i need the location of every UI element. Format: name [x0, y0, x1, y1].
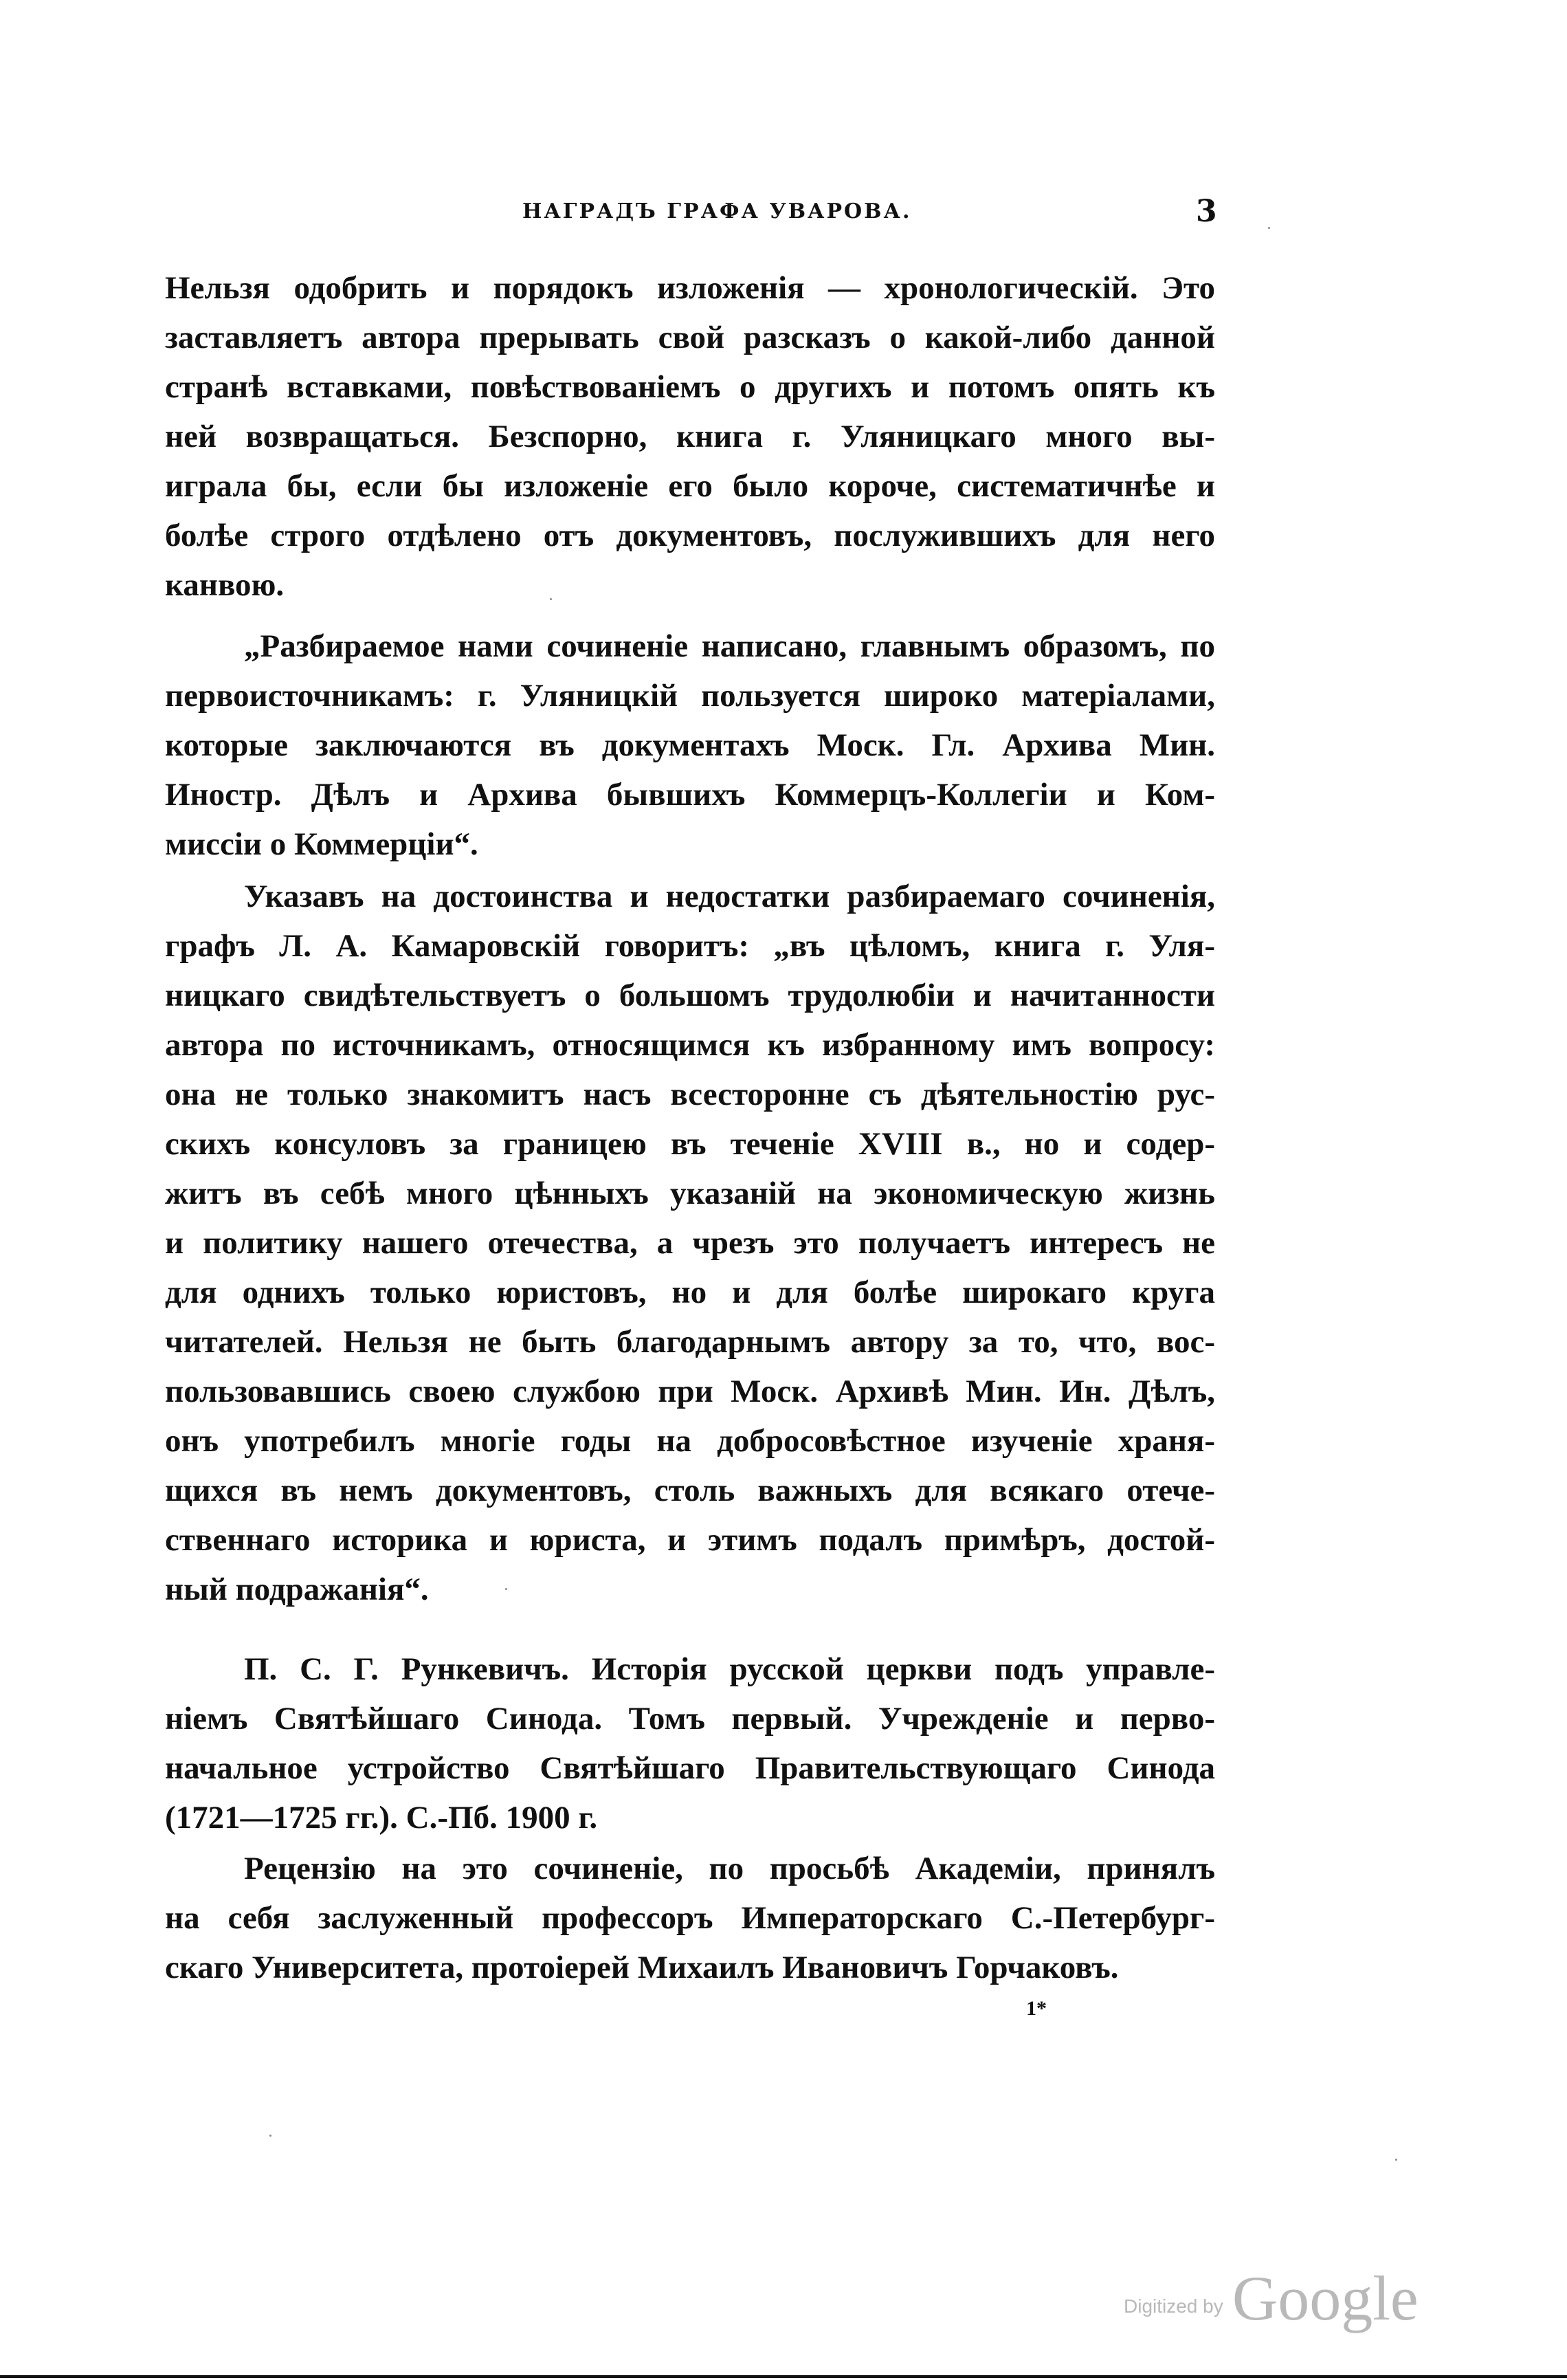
paragraph-2 [165, 621, 1215, 869]
scan-speck [550, 598, 552, 600]
text-line: скаго Университета, протоіерей Михаилъ Ивановичъ Горчаковъ. [165, 1950, 1119, 1985]
paragraph-4-bibliographic-entry [165, 1644, 1215, 1842]
text-line: миссіи о Коммерціи“. [165, 826, 478, 862]
page-number: 3 [1196, 194, 1217, 229]
paragraph-1 [165, 263, 1215, 610]
text-line: которые заключаются въ документахъ Моск. Гл. Архива Мин. [165, 727, 1215, 763]
text-line: Нельзя одобрить и порядокъ изложенія — хронологическій. Это [165, 270, 1215, 306]
text-line: ный подражанія“. [165, 1572, 429, 1607]
text-line: она не только знакомитъ насъ всесторонне съ дѣятельностію рус- [165, 1077, 1215, 1112]
text-line: ніемъ Святѣйшаго Синода. Томъ первый. Учрежденіе и перво- [165, 1701, 1215, 1737]
text-line: канвою. [165, 567, 285, 603]
text-line: пользовавшись своею службою при Моск. Архивѣ Мин. Ин. Дѣлъ, [165, 1374, 1215, 1409]
text-line: играла бы, если бы изложеніе его было короче, систематичнѣе и [165, 468, 1215, 504]
text-line: читателей. Нельзя не быть благодарнымъ автору за то, что, вос- [165, 1324, 1215, 1360]
text-line: для однихъ только юристовъ, но и для болѣе широкаго круга [165, 1275, 1215, 1310]
paragraph-3 [165, 872, 1215, 1614]
scan-speck [269, 2135, 271, 2137]
running-title: НАГРАДЪ ГРАФА УВАРОВА. [522, 199, 912, 223]
text-line: скихъ консуловъ за границею въ теченіе XVIII в., но и содер- [165, 1126, 1215, 1162]
google-logo: Google [1232, 2263, 1419, 2333]
text-line: Рецензію на это сочиненіе, по просьбѣ Академіи, принялъ [244, 1851, 1215, 1886]
text-line: житъ въ себѣ много цѣнныхъ указаній на экономическую жизнь [165, 1176, 1215, 1211]
scan-speck [1395, 2159, 1397, 2161]
text-line: болѣе строго отдѣлено отъ документовъ, послужившихъ для него [165, 518, 1215, 553]
text-line: и политику нашего отечества, а чрезъ это получаетъ интересъ не [165, 1225, 1215, 1261]
text-line: „Разбираемое нами сочиненіе написано, главнымъ образомъ, по [244, 628, 1215, 664]
watermark-prefix: Digitized by [1124, 2295, 1223, 2317]
text-line: графъ Л. А. Камаровскій говоритъ: „въ цѣломъ, книга г. Уля- [165, 928, 1215, 964]
paragraph-5 [165, 1844, 1215, 1992]
text-line: Указавъ на достоинства и недостатки разбираемаго сочиненія, [244, 879, 1215, 914]
text-line: онъ употребилъ многіе годы на добросовѣстное изученіе храня- [165, 1423, 1215, 1459]
text-line: (1721—1725 гг.). С.-Пб. 1900 г. [165, 1800, 598, 1836]
scan-speck [1268, 227, 1270, 229]
text-line: ственнаго историка и юриста, и этимъ подалъ примѣръ, достой- [165, 1522, 1215, 1558]
text-line: Иностр. Дѣлъ и Архива бывшихъ Коммерцъ-Коллегіи и Ком- [165, 777, 1215, 813]
text-line: заставляетъ автора прерывать свой разсказъ о какой-либо данной [165, 320, 1215, 355]
text-line: первоисточникамъ: г. Уляницкій пользуется широко матеріалами, [165, 678, 1215, 714]
text-line: ницкаго свидѣтельствуетъ о большомъ трудолюбіи и начитанности [165, 978, 1215, 1013]
printer-signature-mark: 1* [1026, 1997, 1047, 2020]
text-line: на себя заслуженный профессоръ Императорскаго С.-Петербург- [165, 1900, 1215, 1936]
text-line: странѣ вставками, повѣствованіемъ о другихъ и потомъ опять къ [165, 369, 1215, 405]
text-line: ней возвращаться. Безспорно, книга г. Уляницкаго много вы- [165, 419, 1215, 454]
text-line: автора по источникамъ, относящимся къ избранному имъ вопросу: [165, 1027, 1215, 1063]
scan-speck [505, 1588, 507, 1590]
text-line: щихся въ немъ документовъ, столь важныхъ для всякаго отече- [165, 1473, 1215, 1508]
text-line: начальное устройство Святѣйшаго Правительствующаго Синода [165, 1750, 1215, 1786]
digitized-watermark [1124, 2262, 1419, 2335]
scan-edge-rule [0, 2375, 1567, 2378]
text-line: П. С. Г. Рункевичъ. Исторія русской церкви подъ управле- [244, 1651, 1215, 1687]
